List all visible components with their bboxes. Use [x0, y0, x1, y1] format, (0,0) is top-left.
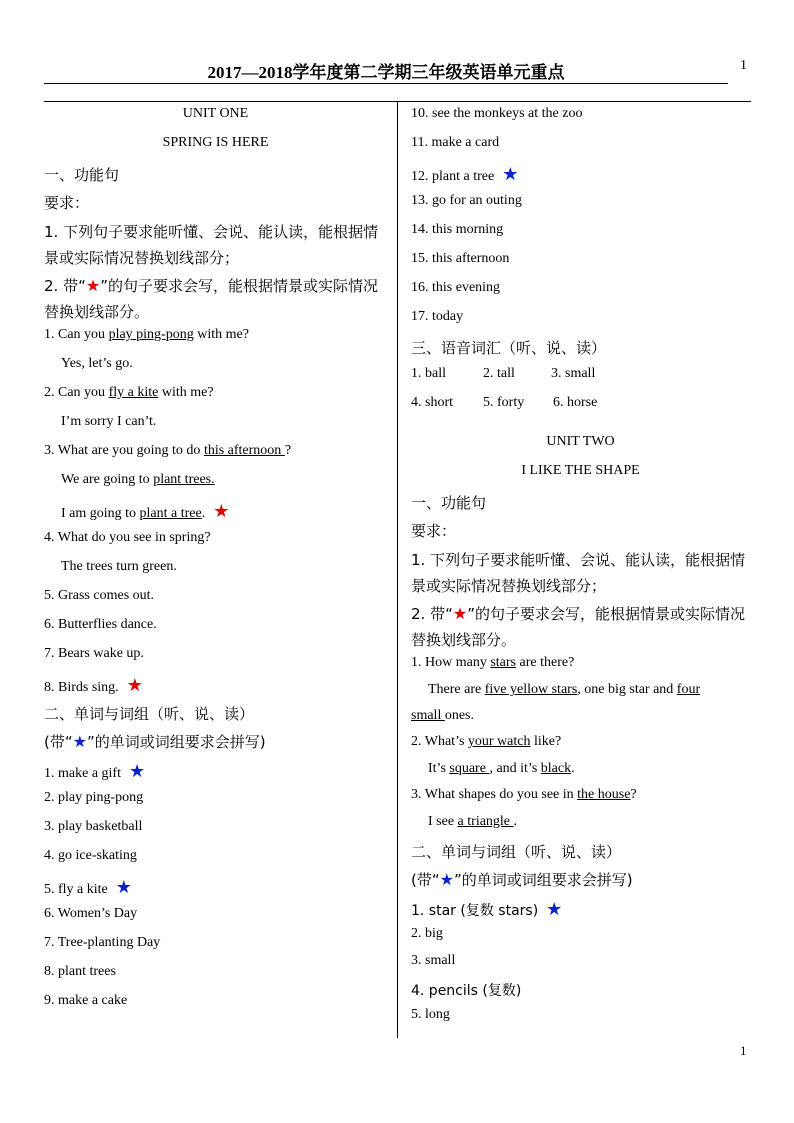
word-item: 9. make a cake: [44, 993, 128, 1008]
sentence-8: 8. Birds sing. ★: [44, 675, 143, 695]
word-item: 1. make a gift ★: [44, 761, 146, 781]
word-item: 1. star (复数 stars) ★: [411, 899, 563, 919]
sentence-1: 1. How many stars are there?: [411, 655, 575, 670]
document-title: 2017—2018学年度第二学期三年级英语单元重点: [207, 63, 565, 82]
blue-star-icon: ★: [128, 761, 146, 781]
phonics-row-1: 1. ball 2. tall 3. small: [411, 366, 596, 381]
blue-star-icon: ★: [72, 732, 87, 751]
word-item: 13. go for an outing: [411, 193, 522, 208]
section-phonics: 三、语音词汇（听、说、读）: [411, 339, 607, 357]
requirement-1: 1. 下列句子要求能听懂、会说、能认读，能根据情景或实际情况替换划线部分；: [411, 551, 746, 595]
blue-star-icon: ★: [502, 164, 519, 184]
unit-two-heading: UNIT TWO: [546, 434, 615, 449]
word-item: 2. play ping-pong: [44, 790, 144, 805]
sentence-2: 2. Can you fly a kite with me?: [44, 385, 214, 400]
requirement-2: 2. 带“★”的句子要求会写，能根据情景或实际情况替换划线部分。: [411, 604, 745, 649]
unit-two-title: I LIKE THE SHAPE: [521, 463, 640, 478]
sentence-3: 3. What are you going to do this afternoon ?: [44, 443, 292, 458]
red-star-icon: ★: [85, 276, 101, 295]
sentence-4: 4. What do you see in spring?: [44, 530, 211, 545]
sentence-5: 5. Grass comes out.: [44, 588, 155, 603]
word-item: 3. play basketball: [44, 819, 143, 834]
word-item: 12. plant a tree ★: [411, 164, 519, 184]
spelling-note: (带“★”的单词或词组要求会拼写): [411, 870, 633, 889]
word-item: 17. today: [411, 309, 464, 324]
blue-star-icon: ★: [115, 877, 132, 897]
unit-one-heading: UNIT ONE: [182, 106, 249, 121]
blue-star-icon: ★: [439, 870, 454, 889]
word-item: 10. see the monkeys at the zoo: [411, 106, 583, 121]
answer-1: Yes, let’s go.: [61, 356, 133, 371]
sentence-7: 7. Bears wake up.: [44, 646, 144, 661]
right-column: [411, 106, 750, 1034]
column-divider: [397, 101, 398, 1038]
sentence-2: 2. What’s your watch like?: [411, 734, 562, 749]
red-star-icon: ★: [126, 675, 143, 695]
word-item: 5. long: [411, 1007, 450, 1022]
word-item: 4. pencils (复数): [411, 983, 522, 999]
word-item: 16. this evening: [411, 280, 501, 295]
word-item: 3. small: [411, 953, 456, 968]
footer-page-number: 1: [740, 1043, 747, 1058]
answer-2: It’s square , and it’s black.: [428, 761, 575, 776]
answer-3: I see a triangle .: [428, 814, 518, 829]
section-words-phrases: 二、单词与词组（听、说、读）: [44, 705, 255, 723]
answer-3b: I am going to plant a tree. ★: [61, 501, 230, 521]
answer-1-continued: small ones.: [411, 708, 475, 723]
header-underline: [44, 83, 728, 84]
word-item: 7. Tree-planting Day: [44, 935, 161, 950]
requirements-label: 要求：: [411, 522, 457, 540]
answer-3a: We are going to plant trees.: [61, 472, 215, 487]
spelling-note: (带“★”的单词或词组要求会拼写): [44, 732, 266, 751]
answer-2: I’m sorry I can’t.: [61, 414, 157, 429]
left-column: [44, 106, 387, 1022]
word-item: 4. go ice-skating: [44, 848, 137, 863]
sentence-3: 3. What shapes do you see in the house?: [411, 787, 637, 802]
word-item: 15. this afternoon: [411, 251, 510, 266]
requirements-label: 要求：: [44, 194, 90, 212]
word-item: 11. make a card: [411, 135, 500, 150]
red-star-icon: ★: [213, 501, 230, 521]
word-item: 5. fly a kite ★: [44, 877, 132, 897]
requirement-2: 2. 带“★”的句子要求会写，能根据情景或实际情况替换划线部分。: [44, 276, 378, 321]
word-item: 14. this morning: [411, 222, 504, 237]
word-item: 8. plant trees: [44, 964, 116, 979]
section-functional-sentences: 一、功能句: [44, 166, 120, 184]
red-star-icon: ★: [452, 604, 468, 623]
word-item: 6. Women’s Day: [44, 906, 138, 921]
unit-one-title: SPRING IS HERE: [162, 135, 269, 150]
section-words-phrases: 二、单词与词组（听、说、读）: [411, 843, 622, 861]
requirement-1: 1. 下列句子要求能听懂、会说、能认读，能根据情景或实际情况替换划线部分；: [44, 223, 379, 267]
answer-1: There are five yellow stars, one big star and four: [428, 682, 701, 697]
sentence-1: 1. Can you play ping-pong with me?: [44, 327, 249, 342]
blue-star-icon: ★: [546, 899, 563, 919]
answer-4: The trees turn green.: [61, 559, 177, 574]
word-item: 2. big: [411, 926, 443, 941]
phonics-row-2: 4. short 5. forty 6. horse: [411, 395, 598, 410]
header-page-number: 1: [740, 58, 747, 73]
section-functional-sentences: 一、功能句: [411, 494, 487, 512]
sentence-6: 6. Butterflies dance.: [44, 617, 157, 632]
